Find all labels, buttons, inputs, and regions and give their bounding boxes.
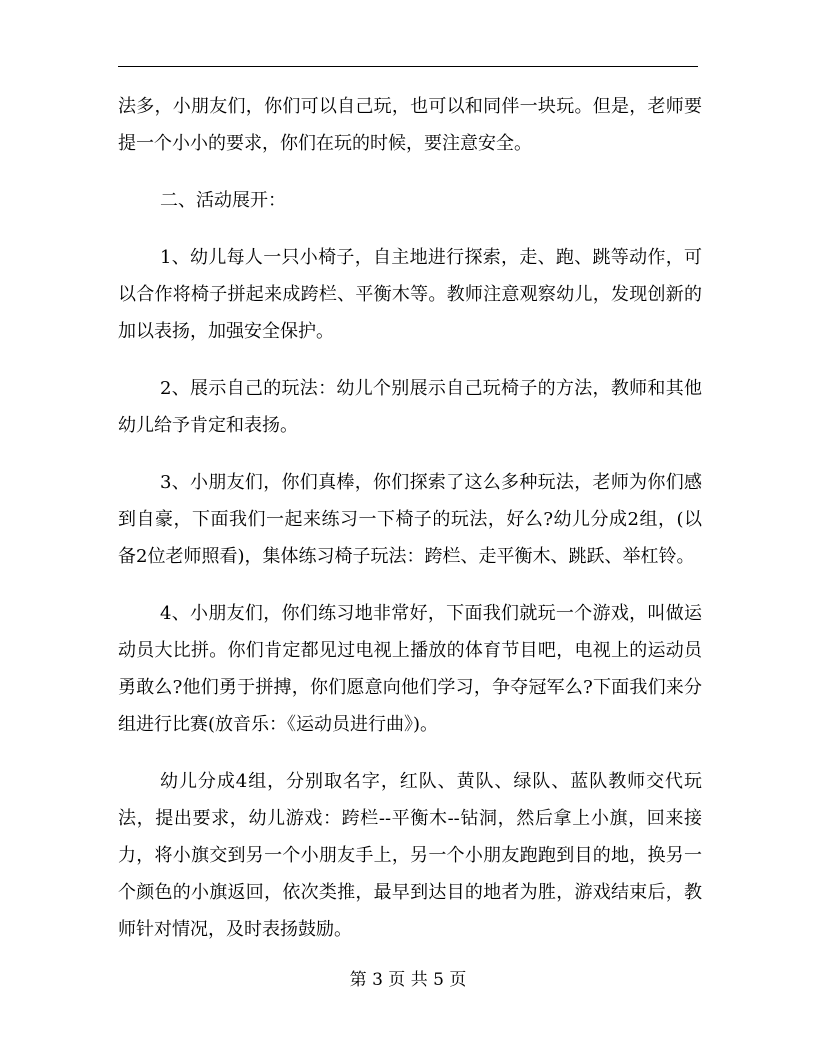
- document-body: [118, 88, 702, 968]
- paragraph: 1、幼儿每人一只小椅子，自主地进行探索，走、跑、跳等动作，可以合作将椅子拼起来成跨栏、平衡木等。教师注意观察幼儿，发现创新的加以表扬，加强安全保护。: [118, 247, 702, 342]
- header-divider: [118, 66, 698, 67]
- paragraph: 幼儿分成4组，分别取名字，红队、黄队、绿队、蓝队教师交代玩法，提出要求，幼儿游戏：跨栏--平衡木--钻洞，然后拿上小旗，回来接力，将小旗交到另一个小朋友手上，另一个小朋友跑跑到目的地，换另一个颜色的小旗返回，依次类推，最早到达目的地者为胜，游戏结束后，教师针对情况，及时表扬鼓励。: [118, 771, 702, 940]
- paragraph: 3、小朋友们，你们真棒，你们探索了这么多种玩法，老师为你们感到自豪，下面我们一起来练习一下椅子的玩法，好么?幼儿分成2组，(以备2位老师照看)，集体练习椅子玩法：跨栏、走平衡木、跳跃、举杠铃。: [118, 472, 702, 567]
- page-number-footer: 第 3 页 共 5 页: [349, 970, 467, 990]
- paragraph: 法多，小朋友们，你们可以自己玩，也可以和同伴一块玩。但是，老师要提一个小小的要求，你们在玩的时候，要注意安全。: [118, 96, 702, 154]
- paragraph: 2、展示自己的玩法：幼儿个别展示自己玩椅子的方法，教师和其他幼儿给予肯定和表扬。: [118, 378, 702, 436]
- paragraph: 4、小朋友们，你们练习地非常好，下面我们就玩一个游戏，叫做运动员大比拼。你们肯定都见过电视上播放的体育节目吧，电视上的运动员勇敢么?他们勇于拼搏，你们愿意向他们学习，争夺冠军么?下面我们来分组进行比赛(放音乐：《运动员进行曲》)。: [118, 603, 702, 735]
- section-heading: 二、活动展开：: [160, 190, 286, 211]
